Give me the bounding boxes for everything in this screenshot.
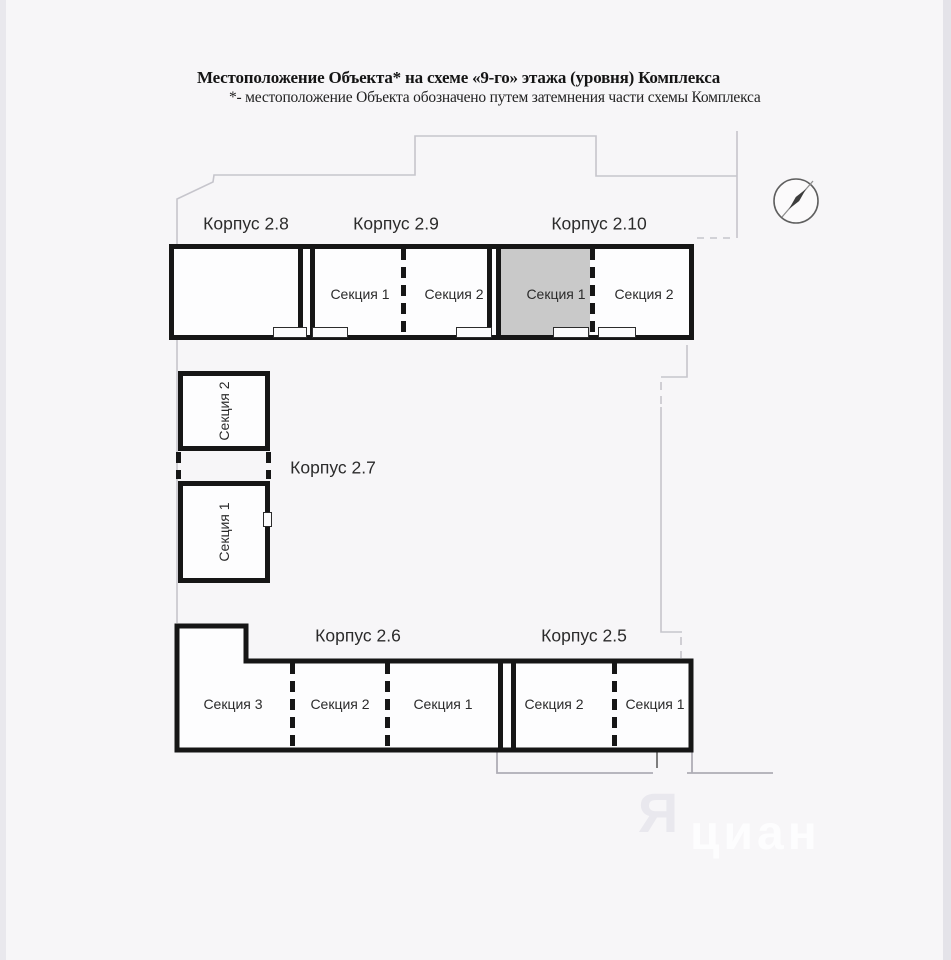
korpus-2-6-section-3-label: Секция 3 [203,696,263,712]
korpus-2-10-label: Корпус 2.10 [551,213,647,234]
korpus-2-10-section-2-label: Секция 2 [614,286,674,302]
dashed-divider [612,663,617,748]
korpus-2-7-section-2-label: Секция 2 [216,381,232,441]
korpus-2-5-label: Корпус 2.5 [541,625,627,646]
korpus-2-5-section-2-label: Секция 2 [524,696,584,712]
korpus-2-7-section-1-label: Секция 1 [216,502,232,562]
wall-divider [511,663,516,748]
page-subtitle: *- местоположение Объекта обозначено путем затемнения части схемы Комплекса [229,89,761,106]
dashed-divider [385,663,390,748]
korpus-2-7-label: Корпус 2.7 [290,457,376,478]
korpus-2-6-label: Корпус 2.6 [315,625,401,646]
wall-divider [498,663,503,748]
korpus-2-10-section-1-label: Секция 1 [526,286,586,302]
korpus-2-9-section-2-label: Секция 2 [424,286,484,302]
korpus-2-6-section-1-label: Секция 1 [413,696,473,712]
dashed-divider [290,663,295,748]
north-arrow-icon [770,176,822,228]
cian-logo-watermark: Я [638,781,679,844]
korpus-2-9-section-1-label: Секция 1 [330,286,390,302]
korpus-2-8-label: Корпус 2.8 [203,213,289,234]
page-title: Местоположение Объекта* на схеме «9-го» этажа (уровня) Комплекса [197,68,721,87]
korpus-2-9-label: Корпус 2.9 [353,213,439,234]
korpus-2-6-section-2-label: Секция 2 [310,696,370,712]
korpus-2-5-section-1-label: Секция 1 [625,696,685,712]
cian-watermark: циан [690,807,821,860]
